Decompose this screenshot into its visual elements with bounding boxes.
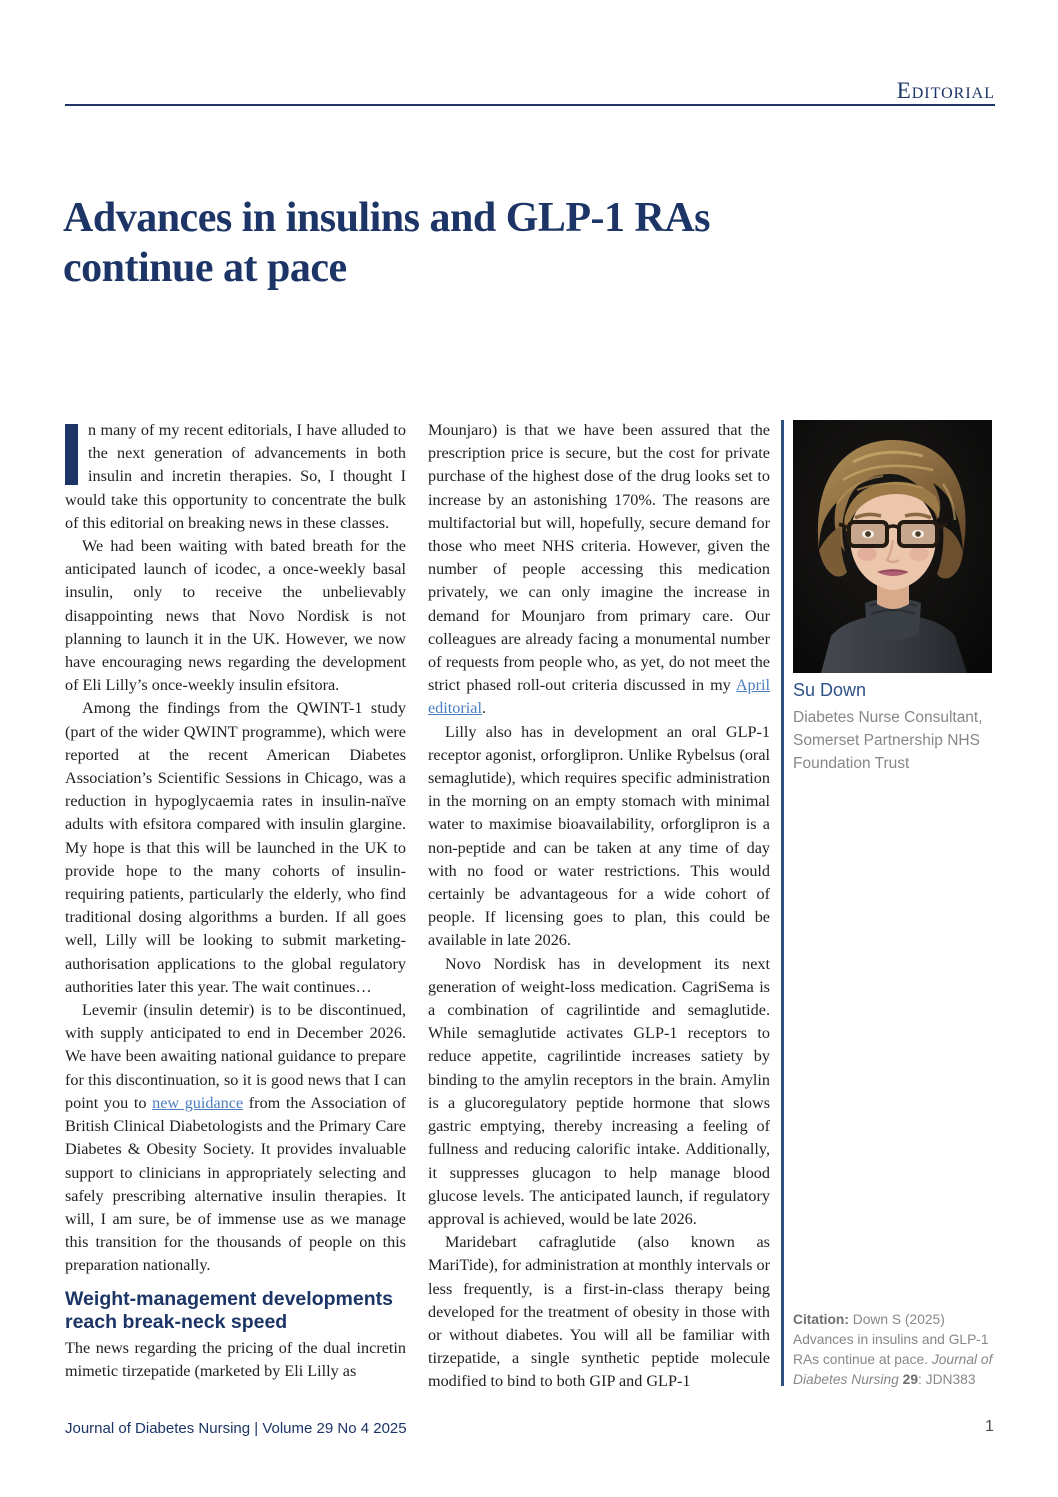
sidebar-divider-rule	[781, 420, 784, 1386]
paragraph: Among the findings from the QWINT-1 study (part of the wider QWINT programme), which were reported at the recent American Diabetes Association’s Scientific Sessions in Chicago, was a reduction in hypoglycaemia rates in insulin-naïve adults with efsitora compared with insulin glargine. My hope is that this will be launched in the UK to provide hope to the many cohorts of insulin-requiring patients, particularly the elderly, who find traditional dosing algorithms a burden. If all goes well, Lilly will be looking to submit marketing-authorisation applications to the global regulatory authorities later this year. The wait continues…	[65, 699, 406, 996]
page-number: 1	[985, 1418, 994, 1435]
april-editorial-link[interactable]: April editorial	[428, 676, 770, 718]
paragraph: Levemir (insulin detemir) is to be discontinued, with supply anticipated to end in December 2026. We have been awaiting national guidance to prepare for this discontinuation, so it is good news that I can point you to new guidance from the Association of British Clinical Diabetologists and the Primary Care Diabetes & Obesity Society. It provides invaluable support to clinicians in appropriately selecting and safely prescribing alternative insulin therapies. It will, I am sure, be of immense use as we manage this transition for the thousands of people on this preparation nationally.	[65, 1001, 406, 1275]
citation-label: Citation:	[793, 1312, 849, 1327]
citation-journal-title: Journal of Diabetes Nursing	[793, 1352, 993, 1387]
page-title: Advances in insulins and GLP-1 RAs continue at pace	[63, 195, 711, 291]
paragraph: The news regarding the pricing of the dual incretin mimetic tirzepatide (marketed by Eli Lilly as	[65, 1338, 406, 1380]
author-role: Diabetes Nurse Consultant, Somerset Partnership NHS Foundation Trust	[793, 709, 983, 772]
paragraph: Novo Nordisk has in development its next generation of weight-loss medication. CagriSema is a combination of cagrilintide and semaglutide. While semaglutide activates GLP-1 receptors to reduce appetite, cagrilintide increases satiety by binding to the amylin receptors in the brain. Amylin is a glucoregulatory peptide hormone that slows gastric emptying, thereby increasing a feeling of fullness and reducing calorific intake. Additionally, it suppresses glucagon to help manage blood glucose levels. The anticipated launch, if regulatory approval is achieved, would be late 2026.	[428, 954, 770, 1228]
paragraph: Lilly also has in development an oral GLP-1 receptor agonist, orforglipron. Unlike Rybelsus (oral semaglutide), which requires specific administration in the morning on an empty stomach with minimal water to maximise bioavailability, orforglipron is a non-peptide and can be taken at any time of day with no food or water restrictions. This would certainly be advantageous for a wide cohort of people. If licensing goes to plan, this could be available in late 2026.	[428, 722, 770, 950]
portrait-illustration	[793, 420, 992, 673]
header-rule	[65, 104, 995, 106]
article-column-2	[428, 419, 770, 1394]
paragraph: n many of my recent editorials, I have alluded to the next generation of advancements in both insulin and incretin therapies. So, I thought I would take this opportunity to concentrate the bulk of this editorial on breaking news in these classes.	[65, 421, 406, 532]
new-guidance-link[interactable]: new guidance	[152, 1093, 244, 1112]
author-name: Su Down	[793, 680, 867, 700]
section-kicker: Editorial	[896, 78, 995, 103]
paragraph: Mounjaro) is that we have been assured that the prescription price is secure, but the cost for private purchase of the highest dose of the drug looks set to increase by an astonishing 170%. The reasons are multifactorial but will, hopefully, secure demand for those who meet NHS criteria. However, given the number of people accessing this medication privately, we can only imagine the increase in demand for Mounjaro from primary care. Our colleagues are already facing a monumental number of requests from people who, as yet, do not meet the strict phased roll-out criteria discussed in my April editorial.	[428, 421, 770, 718]
drop-cap	[65, 424, 78, 485]
section-heading-weight-management: Weight-management developments reach break-neck speed	[65, 1287, 393, 1333]
citation: Citation: Down S (2025) Advances in insulins and GLP-1 RAs continue at pace. Journal of Diabetes Nursing 29: JDN383	[793, 1312, 993, 1387]
author-photo	[793, 420, 992, 673]
paragraph: Maridebart cafraglutide (also known as MariTide), for administration at monthly intervals or less frequently, is a first-in-class therapy being developed for the treatment of obesity in those with or without diabetes. You will all be familiar with tirzepatide, a single synthetic peptide molecule modified to bind to both GIP and GLP-1	[428, 1233, 770, 1391]
footer-journal-line: Journal of Diabetes Nursing | Volume 29 No 4 2025	[65, 1420, 407, 1437]
article-column-1	[65, 419, 406, 1383]
paragraph: We had been waiting with bated breath for the anticipated launch of icodec, a once-weekly basal insulin, only to receive the unbelievably disappointing news that Novo Nordisk is not planning to launch it in the UK. However, we now have encouraging news regarding the development of Eli Lilly’s once-weekly insulin efsitora.	[65, 537, 406, 695]
